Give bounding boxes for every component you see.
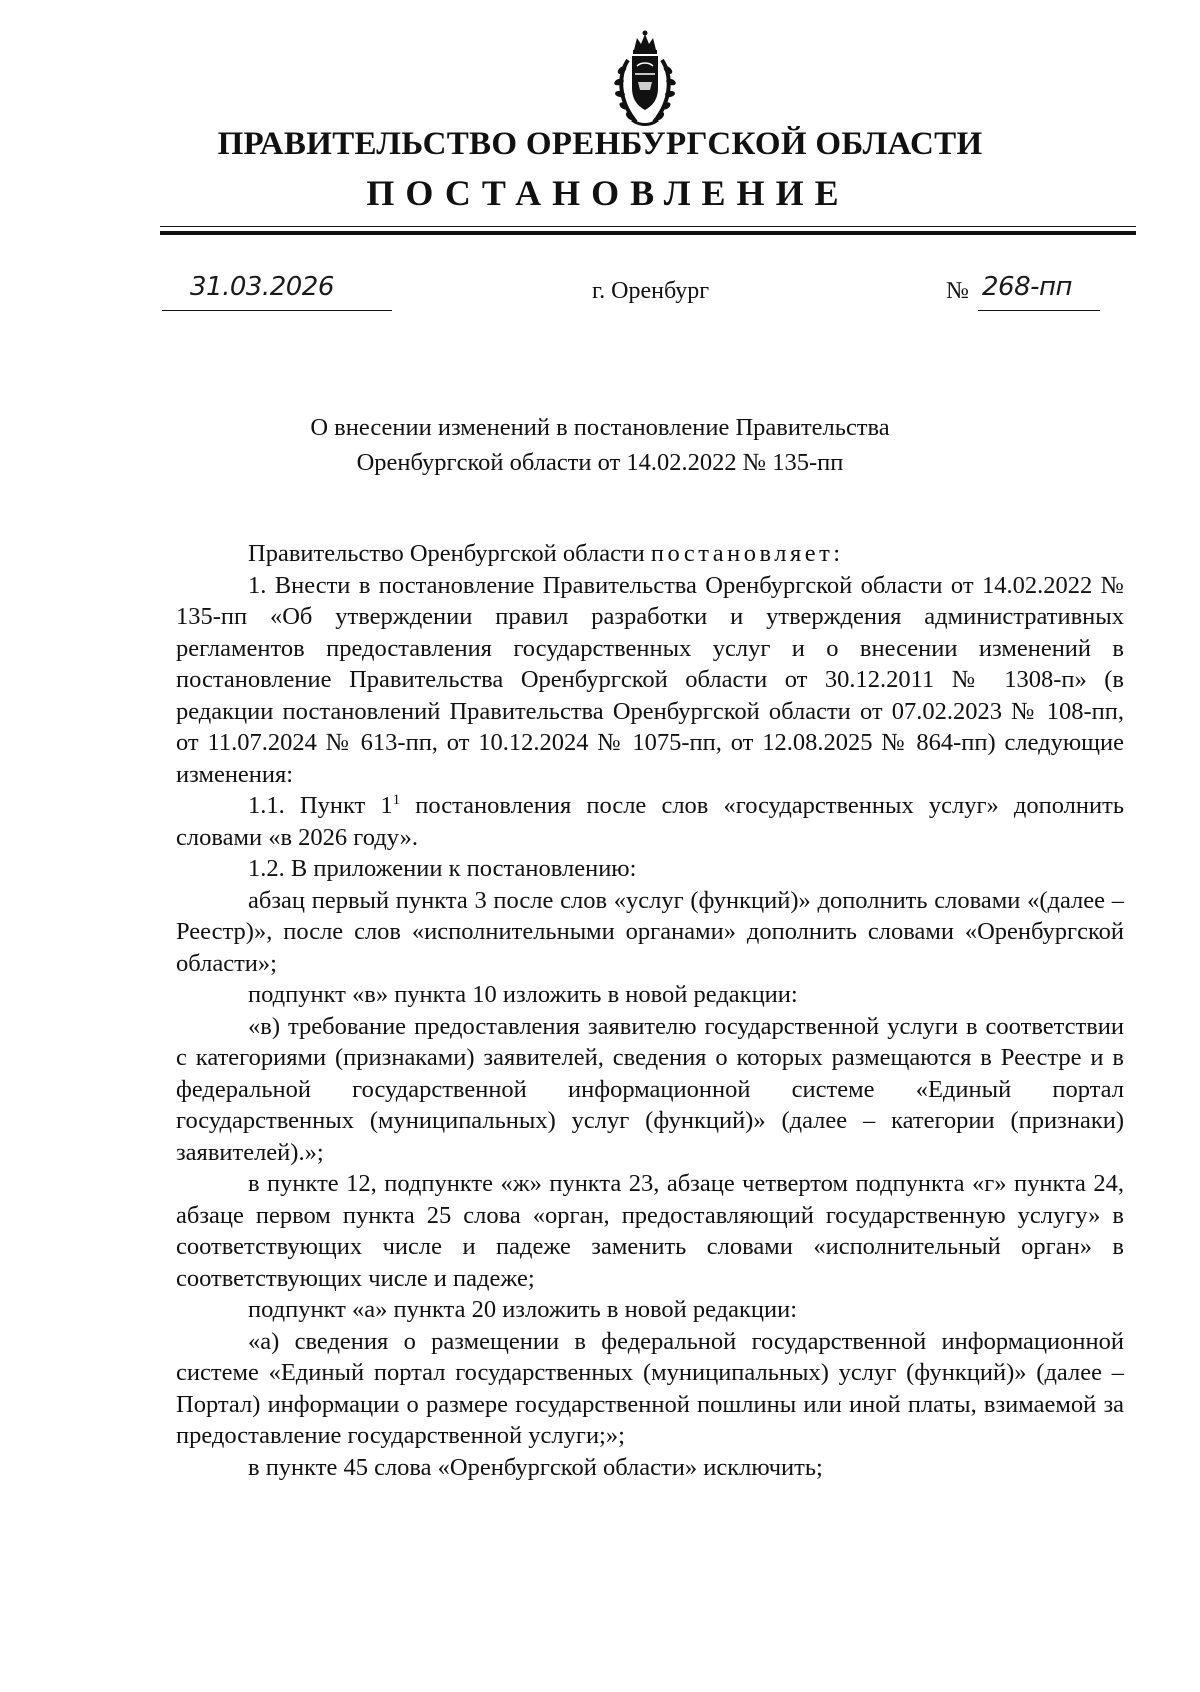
paragraph-1: 1. Внести в постановление Правительства Оренбургской области от 14.02.2022 № 135-пп «Об утверждении правил разработки и утверждения административных регламентов предоставления государственных услуг и о внесении изменений в постановление Правительства Оренбургской области от 30.12.2011 № 1308-п» (в редакции постановлений Правительства Оренбургской области от 07.02.2023 № 108-пп, от 11.07.2024 № 613-пп, от 10.12.2024 № 1075-пп, от 12.08.2025 № 864-пп) следующие изменения: [176, 571, 1124, 788]
paragraph-1-2: 1.2. В приложении к постановлению: [248, 855, 637, 882]
paragraph-1-1-start: 1.1. Пункт 1 [248, 792, 393, 819]
subject-line-1: О внесении изменений в постановление Правительства [310, 414, 890, 441]
document-meta [0, 270, 1200, 320]
amendment-paragraph-7: в пункте 45 слова «Оренбургской области» исключить; [248, 1453, 823, 1481]
paragraph-1-1-superscript: 1 [392, 791, 401, 808]
amendment-paragraph-2: подпункт «в» пункта 10 изложить в новой редакции: [248, 981, 798, 1008]
document-date: 31.03.2026 [190, 272, 334, 302]
document-subject [0, 410, 1200, 480]
preamble-paragraph [176, 538, 1124, 570]
amendment-paragraph-4: в пункте 12, подпункте «ж» пункта 23, абзаце четвертом подпункта «г» пункта 24, абзаце первом пункта 25 слова «орган, предоставляющий государственную услугу» в соответствующих числе и падеже заменить словами «исполнительный орган» в соответствующих числе и падеже; [176, 1170, 1124, 1292]
paragraph-1-1-end: постановления после слов «государственных услуг» дополнить словами «в 2026 году». [176, 792, 1124, 851]
number-field [978, 270, 1100, 311]
coat-of-arms-icon [606, 30, 684, 130]
date-field [162, 270, 392, 311]
amendment-paragraph-6: «а) сведения о размещении в федеральной государственной информационной системе «Единый портал государственных (муниципальных) услуг (функций)» (далее – Портал) информации о размере государственной пошлины или иной платы, взимаемой за предоставление государственной услуги;»; [176, 1327, 1124, 1449]
paragraph-1-1 [176, 790, 1124, 853]
preamble-subject: Правительство Оренбургской области [248, 540, 645, 567]
amendment-paragraph-5: подпункт «а» пункта 20 изложить в новой редакции: [248, 1296, 798, 1323]
document-city: г. Оренбург [592, 278, 710, 304]
number-label: № [946, 278, 969, 304]
header-divider-thin [160, 226, 1136, 227]
organization-title: ПРАВИТЕЛЬСТВО ОРЕНБУРГСКОЙ ОБЛАСТИ [217, 126, 983, 162]
amendment-paragraph-3: «в) требование предоставления заявителю государственной услуги в соответствии с категориями (признаками) заявителей, сведения о которых размещаются в Реестре и в федеральной государственной информационной системе «Единый портал государственных (муниципальных) услуг (функций)» (далее – категории (признаки) заявителей).»; [176, 1012, 1124, 1166]
subject-line-2: Оренбургской области от 14.02.2022 № 135-пп [356, 449, 844, 476]
document-body [176, 538, 1124, 1483]
document-number: 268-пп [982, 272, 1073, 302]
header-divider-thick [160, 231, 1136, 235]
preamble-verb: постановляет: [650, 540, 844, 567]
amendment-paragraph-1: абзац первый пункта 3 после слов «услуг (функций)» дополнить словами «(далее – Реестр)», после слов «исполнительными органами» дополнить словами «Оренбургской области»; [176, 886, 1124, 977]
document-type-title: ПОСТАНОВЛЕНИЕ [366, 173, 850, 213]
